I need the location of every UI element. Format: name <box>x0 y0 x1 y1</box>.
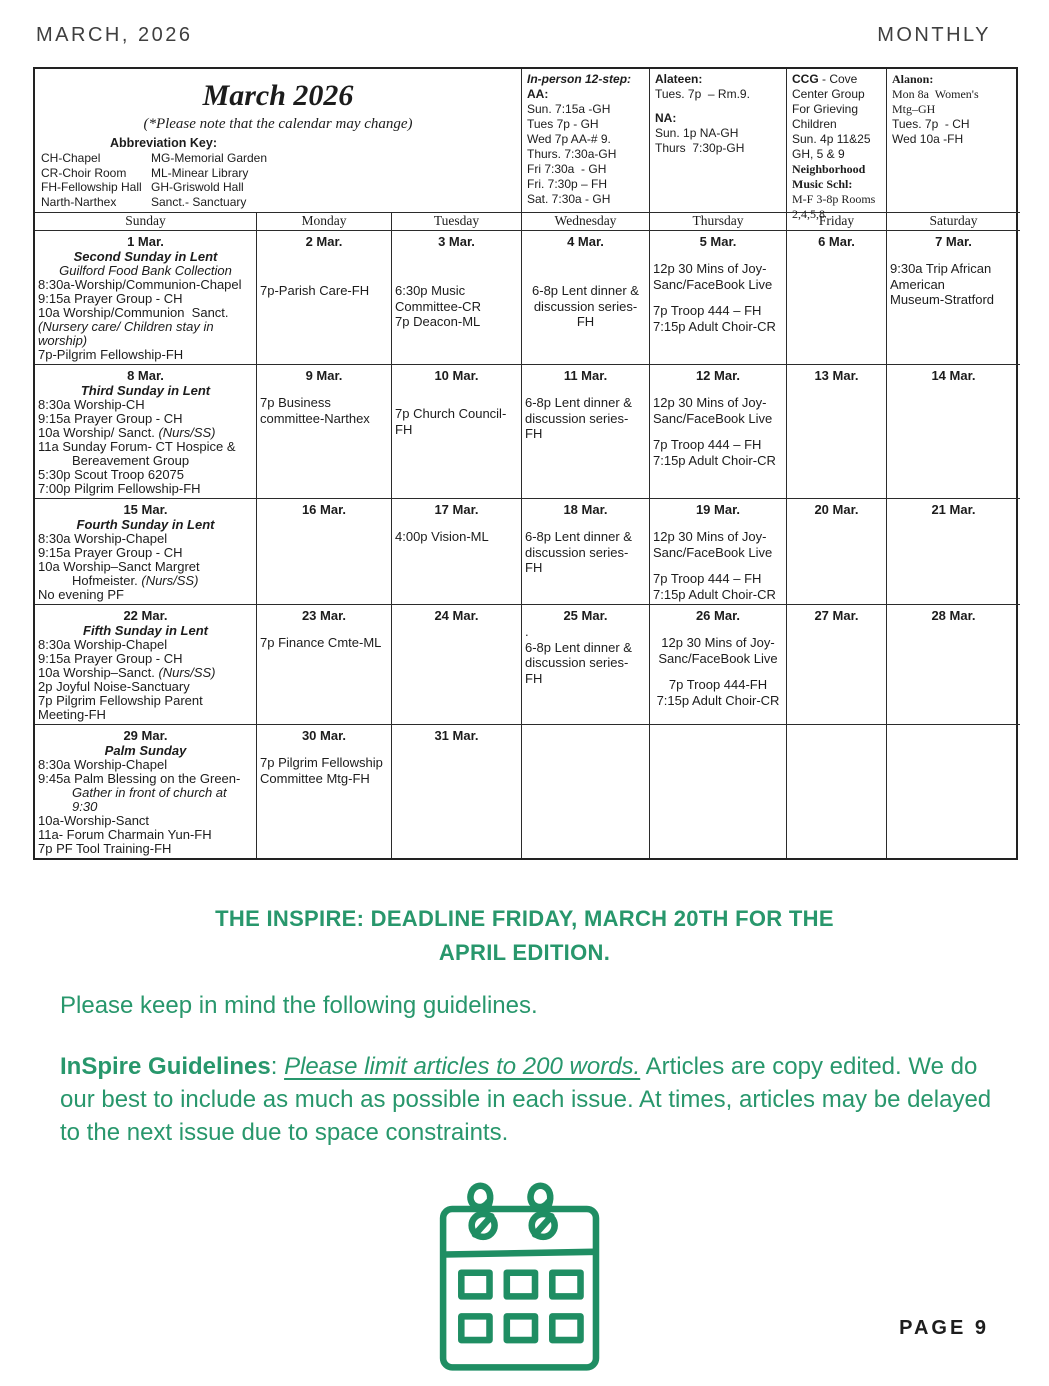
calendar-cell-23mar <box>257 605 392 725</box>
day-header-monday: Monday <box>257 213 392 231</box>
text-line: Wed 10a -FH <box>892 132 964 146</box>
text-line: AA: <box>527 87 549 101</box>
text-line: NA: <box>655 111 677 125</box>
text-line: discussion series- <box>533 298 638 314</box>
text-line: Sanc/FaceBook Live <box>658 650 778 666</box>
text-line: 10a-Worship-Sanct <box>38 813 150 828</box>
blank-line <box>395 272 518 283</box>
calendar-cell-17mar <box>392 499 522 605</box>
text-line: 8:30a Worship-Chapel <box>38 637 168 652</box>
calendar-cell-empty <box>522 725 650 858</box>
text-line: 7:15p Adult Choir-CR <box>656 692 780 708</box>
text-line: No evening PF <box>38 587 124 602</box>
week-row-4 <box>35 605 1016 725</box>
text-line: 7p Finance Cmte-ML <box>260 635 382 650</box>
text-line: Gather in front of church at 9:30 <box>72 785 231 814</box>
day-header-row <box>35 213 1016 231</box>
text-line: 10a Worship–Sanct Margret <box>38 559 200 574</box>
calendar-cell-18mar <box>522 499 650 605</box>
text-line: FH <box>525 560 543 575</box>
text-line: Mon 8a Women's <box>892 87 979 101</box>
blank-line <box>653 666 783 677</box>
text-line: Hofmeister. (Nurs/SS) <box>72 573 199 588</box>
info-box-in-person-12-step <box>522 69 650 213</box>
calendar-date: 29 Mar. <box>123 728 168 743</box>
masthead-month: MARCH, 2026 <box>36 24 193 46</box>
calendar-date: 1 Mar. <box>127 234 164 249</box>
calendar-date: 30 Mar. <box>301 728 347 743</box>
calendar-cell-26mar <box>650 605 787 725</box>
text-line: 10a Worship/ Sanct. (Nurs/SS) <box>38 425 216 440</box>
day-header-tuesday: Tuesday <box>392 213 522 231</box>
calendar-date: 17 Mar. <box>434 502 479 517</box>
text-line: 12p 30 Mins of Joy- <box>653 529 767 544</box>
calendar-weeks <box>35 231 1016 858</box>
text-line: 6-8p Lent dinner & <box>525 639 632 655</box>
text-line: (Nursery care/ Children stay in <box>38 319 214 334</box>
abbreviation-key <box>35 136 300 212</box>
text-line: 7p-Pilgrim Fellowship-FH <box>38 347 184 362</box>
text-line: GH, 5 & 9 <box>792 147 845 161</box>
blank-line <box>525 250 646 261</box>
text-line: 7p Troop 444 – FH <box>653 303 762 318</box>
text-line: 5:30p Scout Troop 62075 <box>38 467 185 482</box>
calendar-date: 8 Mar. <box>127 368 164 383</box>
calendar-cell-9mar <box>257 365 392 499</box>
announcement-section <box>0 902 1049 1386</box>
calendar-date: 10 Mar. <box>434 368 479 383</box>
text-line: 6-8p Lent dinner & <box>525 395 632 410</box>
text-line: Meeting-FH <box>38 707 106 722</box>
blank-line <box>653 250 783 261</box>
week-row-1 <box>35 231 1016 365</box>
calendar-date: 3 Mar. <box>438 234 475 249</box>
text-line: Sun. 4p 11&25 <box>792 132 871 146</box>
text-line: FH <box>395 421 413 437</box>
text-line: Third Sunday in Lent <box>80 383 211 398</box>
text-line: Committee-CR <box>395 298 481 314</box>
calendar-cell-19mar <box>650 499 787 605</box>
blank-line <box>395 250 518 261</box>
abbreviation-key-heading: Abbreviation Key: <box>110 136 217 150</box>
calendar-cell-empty <box>787 725 887 858</box>
day-header-saturday: Saturday <box>887 213 1020 231</box>
calendar-cell-10mar <box>392 365 522 499</box>
text-line: Music Schl: <box>792 177 853 191</box>
guidelines-paragraph <box>60 1050 993 1149</box>
text-line: Tues. 7p – Rm.9. <box>655 87 750 101</box>
text-line: Sat. 7:30a - GH <box>527 192 611 206</box>
calendar-cell-1mar <box>35 231 257 365</box>
day-header-sunday: Sunday <box>35 213 257 231</box>
blank-line <box>260 272 388 283</box>
text-line: 9:15a Prayer Group - CH <box>38 545 183 560</box>
text-line: 7p PF Tool Training-FH <box>38 841 172 856</box>
text-line: 7p Troop 444 – FH <box>653 437 762 452</box>
calendar-cell-13mar <box>787 365 887 499</box>
page-number: PAGE 9 <box>899 1317 989 1339</box>
calendar-cell-28mar <box>887 605 1020 725</box>
calendar-date: 5 Mar. <box>699 234 737 249</box>
text-line: 4:00p Vision-ML <box>395 529 489 544</box>
calendar-cell-22mar <box>35 605 257 725</box>
text-line: discussion series- <box>525 410 629 426</box>
text-line: 12p 30 Mins of Joy- <box>653 395 767 410</box>
week-row-2 <box>35 365 1016 499</box>
calendar-date: 2 Mar. <box>305 234 343 249</box>
text-line: In-person 12-step: <box>527 72 632 86</box>
calendar-title: March 2026 <box>202 79 354 112</box>
text-line: Thurs 7:30p-GH <box>655 141 745 155</box>
guidelines-rest: Articles are copy edited. We do our best to include as much as possible in each issue. At times, articles may be delayed to the next issue due to space constraints. <box>60 1053 992 1146</box>
blank-line <box>260 384 388 395</box>
inspire-deadline-heading <box>0 902 1049 970</box>
blank-line <box>525 272 646 283</box>
text-line: Center Group <box>792 87 865 101</box>
text-line: 7p Business <box>260 395 331 410</box>
text-line: Guilford Food Bank Collection <box>59 263 232 278</box>
calendar-cell-11mar <box>522 365 650 499</box>
text-line: 10a Worship/Communion Sanct. <box>38 305 229 320</box>
masthead <box>0 0 1049 47</box>
text-line: Fourth Sunday in Lent <box>76 517 215 532</box>
text-line: For Grieving <box>792 102 859 116</box>
text-line: Mtg–GH <box>892 102 936 116</box>
heading-line-2: APRIL EDITION. <box>438 940 611 965</box>
blank-line <box>525 518 646 529</box>
text-line: 8:30a Worship-Chapel <box>38 757 168 772</box>
guidelines-limit-text: Please limit articles to 200 words. <box>284 1053 641 1080</box>
text-line: 6:30p Music <box>395 283 466 298</box>
calendar-cell-27mar <box>787 605 887 725</box>
text-line: 7p Troop 444-FH <box>668 677 768 692</box>
text-line: Palm Sunday <box>104 743 187 758</box>
text-line: committee-Narthex <box>260 410 370 426</box>
text-line: 10a Worship–Sanct. (Nurs/SS) <box>38 665 216 680</box>
blank-line <box>395 261 518 272</box>
text-line: discussion series- <box>525 544 629 560</box>
calendar-date: 16 Mar. <box>301 502 347 517</box>
text-line: American <box>890 276 945 292</box>
blank-line <box>653 426 783 437</box>
text-line: Committee Mtg-FH <box>260 770 370 786</box>
info-box-alanon <box>887 69 1020 213</box>
abbreviation-item: FH-Fellowship Hall <box>41 180 142 194</box>
blank-line <box>890 250 1017 261</box>
text-line: CCG - Cove <box>792 72 858 86</box>
abbreviation-item: MG-Memorial Garden <box>151 151 268 165</box>
calendar-date: 20 Mar. <box>814 502 859 517</box>
text-line: 8:30a-Worship/Communion-Chapel <box>38 277 242 292</box>
blank-line <box>260 624 388 635</box>
text-line: 9:15a Prayer Group - CH <box>38 651 183 666</box>
icon-container <box>0 1179 1049 1386</box>
blank-line <box>525 384 646 395</box>
text-line: 8:30a Worship-Chapel <box>38 531 168 546</box>
text-line: 9:30a Trip African <box>890 261 992 276</box>
calendar-date: 12 Mar. <box>695 368 741 383</box>
calendar-date: 27 Mar. <box>814 608 859 623</box>
blank-line <box>653 518 783 529</box>
calendar-date: 6 Mar. <box>818 234 855 249</box>
text-line: M-F 3-8p Rooms <box>792 192 876 206</box>
calendar-date: 4 Mar. <box>567 234 604 249</box>
text-line: 2,4,5,8 <box>792 207 825 221</box>
text-line: 9:45a Palm Blessing on the Green- <box>38 771 241 786</box>
text-line: 7:15p Adult Choir-CR <box>653 452 776 468</box>
calendar-cell-29mar <box>35 725 257 858</box>
calendar-cell-15mar <box>35 499 257 605</box>
text-line: 7:15p Adult Choir-CR <box>653 318 776 334</box>
calendar-date: 9 Mar. <box>305 368 343 383</box>
calendar-cell-5mar <box>650 231 787 365</box>
text-line: Alanon: <box>892 72 934 86</box>
text-line: Sanc/FaceBook Live <box>653 410 773 426</box>
blank-line <box>653 560 783 571</box>
text-line: 7p Troop 444 – FH <box>653 571 762 586</box>
guidelines-colon: : <box>270 1053 285 1080</box>
week-row-3 <box>35 499 1016 605</box>
text-line: discussion series- <box>525 655 629 670</box>
text-line: FH <box>576 314 595 329</box>
calendar-table <box>33 67 1018 860</box>
calendar-date: 19 Mar. <box>695 502 741 517</box>
calendar-date: 22 Mar. <box>123 608 168 623</box>
calendar-date: 31 Mar. <box>434 728 479 743</box>
masthead-frequency: MONTHLY <box>877 24 991 46</box>
calendar-date: 14 Mar. <box>931 368 976 383</box>
text-line: Bereavement Group <box>72 453 190 468</box>
text-line: Fri 7:30a - GH <box>527 162 607 176</box>
text-line: 2p Joyful Noise-Sanctuary <box>38 679 190 694</box>
blank-line <box>260 250 388 261</box>
text-line: 7p-Parish Care-FH <box>260 283 370 298</box>
text-line: Neighborhood <box>792 162 866 176</box>
day-header-wednesday: Wednesday <box>522 213 650 231</box>
abbreviation-item: CR-Choir Room <box>41 165 127 180</box>
blank-line <box>395 384 518 395</box>
text-line: Tues. 7p - CH <box>892 117 970 131</box>
abbreviation-rows <box>41 151 300 209</box>
calendar-cell-2mar <box>257 231 392 365</box>
calendar-date: 11 Mar. <box>563 368 608 383</box>
calendar-cell-14mar <box>887 365 1020 499</box>
info-box-alateen-na <box>650 69 787 213</box>
text-line: 12p 30 Mins of Joy- <box>661 635 775 650</box>
text-line: 9:15a Prayer Group - CH <box>38 411 183 426</box>
abbreviation-item: Sanct.- Sanctuary <box>151 194 247 209</box>
calendar-date: 18 Mar. <box>563 502 608 517</box>
guidelines-intro: Please keep in mind the following guidelines. <box>60 992 538 1019</box>
calendar-cell-12mar <box>650 365 787 499</box>
calendar-cell-8mar <box>35 365 257 499</box>
calendar-cell-30mar <box>257 725 392 858</box>
text-line: Second Sunday in Lent <box>73 249 218 264</box>
text-line: 7p Pilgrim Fellowship <box>260 755 383 770</box>
blank-line <box>395 518 518 529</box>
text-line: Tues 7p - GH <box>527 117 599 131</box>
calendar-date: 26 Mar. <box>695 608 741 623</box>
blank-line <box>653 384 783 395</box>
calendar-cell-empty <box>887 725 1020 858</box>
blank-line <box>525 261 646 272</box>
text-line: Wed 7p AA-# 9. <box>527 132 611 146</box>
text-line: Museum-Stratford <box>890 292 995 307</box>
calendar-cell-empty <box>650 725 787 858</box>
text-line: 7:15p Adult Choir-CR <box>653 586 776 602</box>
calendar-date: 25 Mar. <box>563 608 608 623</box>
text-line: FH <box>525 670 543 686</box>
text-line: Sanc/FaceBook Live <box>653 276 773 292</box>
calendar-cell-4mar <box>522 231 650 365</box>
guidelines-label: InSpire Guidelines <box>60 1053 271 1080</box>
day-header-thursday: Thursday <box>650 213 787 231</box>
blank-line <box>260 261 388 272</box>
calendar-cell-31mar <box>392 725 522 858</box>
text-line: Alateen: <box>655 72 703 86</box>
calendar-cell-24mar <box>392 605 522 725</box>
day-header-friday: Friday <box>787 213 887 231</box>
calendar-date: 28 Mar. <box>931 608 976 623</box>
abbreviation-item: CH-Chapel <box>41 151 101 165</box>
text-line: 6-8p Lent dinner & <box>525 529 632 544</box>
calendar-header-left <box>35 69 522 213</box>
calendar-cell-7mar <box>887 231 1020 365</box>
text-line: Children <box>792 117 837 131</box>
calendar-date: 7 Mar. <box>935 234 972 249</box>
text-line: . <box>525 624 529 639</box>
blank-line <box>395 395 518 406</box>
text-line: 11a- Forum Charmain Yun-FH <box>38 827 212 842</box>
calendar-date: 24 Mar. <box>434 608 479 623</box>
calendar-date: 21 Mar. <box>931 502 976 517</box>
text-line: Sanc/FaceBook Live <box>653 544 773 560</box>
text-line: FH <box>525 426 543 441</box>
calendar-cell-20mar <box>787 499 887 605</box>
text-line: 8:30a Worship-CH <box>38 397 145 412</box>
blank-line <box>653 292 783 303</box>
text-line: 6-8p Lent dinner & <box>532 283 639 298</box>
blank-line <box>260 744 388 755</box>
blank-line <box>653 624 783 635</box>
abbreviation-item: GH-Griswold Hall <box>151 180 244 194</box>
text-line: 7p Church Council- <box>395 406 507 421</box>
week-row-5 <box>35 725 1016 858</box>
text-line: Thurs. 7:30a-GH <box>527 147 617 161</box>
calendar-date: 15 Mar. <box>123 502 168 517</box>
text-line: Sun. 7:15a -GH <box>527 102 611 116</box>
text-line: Sun. 1p NA-GH <box>655 126 739 140</box>
text-line: worship) <box>38 333 88 348</box>
text-line: 9:15a Prayer Group - CH <box>38 291 183 306</box>
text-line: Fifth Sunday in Lent <box>83 623 208 638</box>
calendar-cell-3mar <box>392 231 522 365</box>
calendar-doodle-icon <box>434 1179 616 1381</box>
calendar-cell-25mar <box>522 605 650 725</box>
text-line: 12p 30 Mins of Joy- <box>653 261 767 276</box>
text-line: 7p Pilgrim Fellowship Parent <box>38 693 203 708</box>
calendar-cell-16mar <box>257 499 392 605</box>
abbreviation-item: ML-Minear Library <box>151 165 249 180</box>
calendar-cell-21mar <box>887 499 1020 605</box>
calendar-date: 13 Mar. <box>814 368 859 383</box>
abbreviation-item: Narth-Narthex <box>41 194 117 209</box>
calendar-cell-6mar <box>787 231 887 365</box>
text-line: 7:00p Pilgrim Fellowship-FH <box>38 481 201 496</box>
blank-line <box>655 102 781 111</box>
text-line: Fri. 7:30p – FH <box>527 177 608 191</box>
text-line: 7p Deacon-ML <box>395 314 481 329</box>
calendar-subtitle: (*Please note that the calendar may change) <box>143 116 413 132</box>
text-line: 11a Sunday Forum- CT Hospice & <box>38 439 236 454</box>
heading-line-1: THE INSPIRE: DEADLINE FRIDAY, MARCH 20TH FOR THE <box>215 906 834 931</box>
calendar-date: 23 Mar. <box>301 608 347 623</box>
